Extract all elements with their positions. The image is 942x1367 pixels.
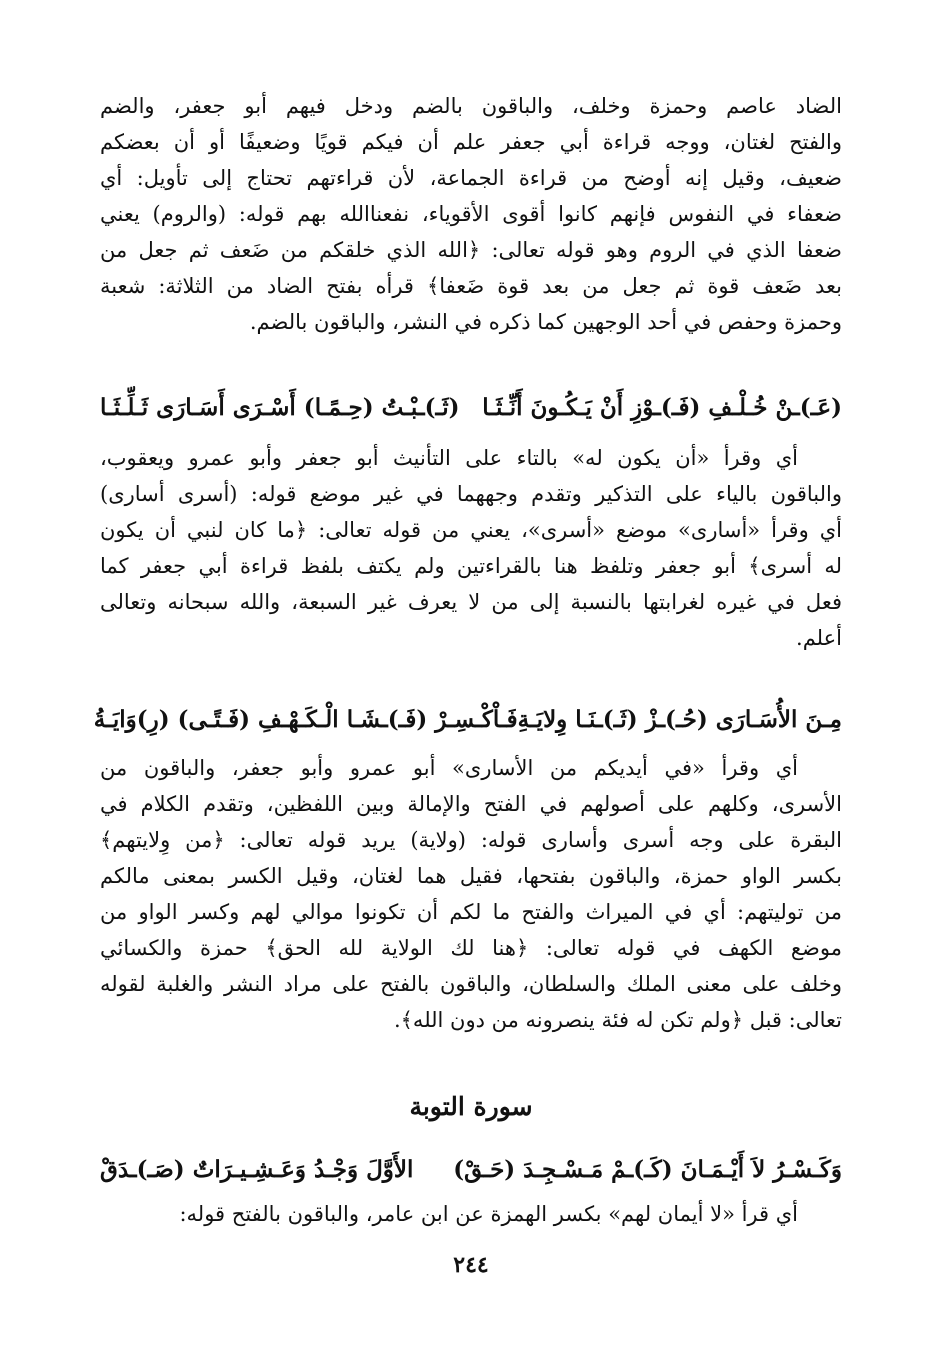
text-line: وحمزة وحفص في أحد الوجهين كما ذكره في النشر، والباقون بالضم. — [249, 310, 842, 334]
paragraph-3 — [100, 750, 842, 1038]
text-line: أي وقرأ «في أيديكم من الأسارى» أبو عمرو وأبو جعفر، والباقون من — [100, 756, 798, 780]
text-line: ضعيف، وقيل إنه أوضح من قراءة الجماعة، لأن قراءتهم تحتاج إلى تأويل: أي — [100, 166, 842, 190]
verse-hemistich-right: مِـنَ الأُسَـارَى (حُـ)ـزْ (ثَـ)ـنَـا وِلايَـةِ — [517, 706, 842, 733]
text-line: من توليتهم: أي في الميراث والفتح ما لكم أن تكونوا موالي لهم وكسر الواو من — [100, 900, 842, 924]
verse-line-3 — [100, 1150, 842, 1190]
verse-line-2 — [93, 700, 842, 740]
text-line: فعل في غيره لغرابتها بالنسبة إلى من لا يعرف غير السبعة، والله سبحانه وتعالى — [100, 590, 842, 614]
text-line: والباقون بالياء على التذكير وتقدم وجههما في غير موضع قوله: (أسرى أسارى) — [100, 482, 842, 506]
text-line: أي وقرأ «أسارى» موضع «أسرى»، يعني من قوله تعالى: ﴿ما كان لنبي أن يكون — [100, 518, 842, 542]
verse-hemistich-right: وَكَـسْـرُ لاَ أَيْـمَـانَ (كَـ)ـمْ مَـسْـجِـدَ (حَـقْ) — [453, 1156, 842, 1183]
text-line: البقرة على وجه أسرى وأسارى قوله: (ولاية) يريد قوله تعالى: ﴿من وِلايتهم﴾ — [100, 828, 842, 852]
text-line: ضعفاء في النفوس فإنهم كانوا أقوى الأقوياء، نفعناالله بهم قوله: (والروم) يعني — [100, 202, 842, 226]
verse-line-1 — [100, 388, 842, 428]
text-line: بعد ضَعف قوة ثم جعل من بعد قوة ضَعفا﴾ قرأه بفتح الضاد من الثلاثة: شعبة — [100, 274, 842, 298]
text-line: أي وقرأ «أن يكون له» بالتاء على التأنيث أبو جعفر وأبو عمرو ويعقوب، — [100, 446, 798, 470]
verse-hemistich-left: الأَوَّلَ وَجْـدُ وَعَـشِـيـرَاتٌ (صَـ)ـدَقْ — [100, 1156, 414, 1183]
text-line: وخلف على معنى الملك والسلطان، والباقون بالفتح على مراد النشر والغلبة لقوله — [100, 972, 842, 996]
text-line: أعلم. — [796, 626, 842, 650]
paragraph-4 — [100, 1196, 842, 1232]
text-line: ضعفا الذي في الروم وهو قوله تعالى: ﴿الله الذي خلقكم من ضَعف ثم جعل من — [100, 238, 842, 262]
page-number: ٢٤٤ — [453, 1252, 489, 1278]
paragraph-1 — [100, 88, 842, 340]
text-line: تعالى: قبل ﴿ولم تكن له فئة ينصرونه من دون الله﴾. — [393, 1008, 842, 1032]
text-line: موضع الكهف في قوله تعالى: ﴿هنا لك الولاية لله الحق﴾ حمزة والكسائي — [100, 936, 842, 960]
verse-hemistich-right: (عَـ)ـنْ خُـلْـفِ (فَـ)ـوْزِ أَنْ يَـكُـونَ أَنِّـثَـا — [482, 394, 842, 421]
text-line: له أسرى﴾ أبو جعفر وتلفظ هنا بالقراءتين ولم يكتف بلفظ قراءة أبي جعفر كما — [100, 554, 842, 578]
text-line: الضاد عاصم وحمزة وخلف، والباقون بالضم ودخل فيهم أبو جعفر، والضم — [100, 94, 842, 118]
text-line: أي قرأ «لا أيمان لهم» بكسر الهمزة عن ابن عامر، والباقون بالفتح قوله: — [179, 1202, 798, 1226]
verse-hemistich-left: فَـاْكْـسِـرْ (فَـ)ـشَـا الْـكَـهْـفِ (فَـتًـى) (رِ)وَايَـةُ — [93, 706, 518, 733]
verse-hemistich-left: (ثَـ)ـبْـتُ (حِـمًـا) أَسْـرَى أَسَـارَى ثَـلِّـثَـا — [100, 394, 460, 421]
section-title: سورة التوبة — [409, 1092, 533, 1121]
text-line: الأسرى، وكلهم على أصولهم في الفتح والإمالة وبين اللفظين، وتقدم الكلام في — [100, 792, 842, 816]
text-line: والفتح لغتان، ووجه قراءة أبي جعفر علم أن فيكم قويًا وضعيفًا أو أن بعضكم — [100, 130, 842, 154]
text-line: بكسر الواو حمزة، والباقون بفتحها، فقيل هما لغتان، وقيل الكسر بمعنى مالكم — [100, 864, 842, 888]
paragraph-2 — [100, 440, 842, 656]
